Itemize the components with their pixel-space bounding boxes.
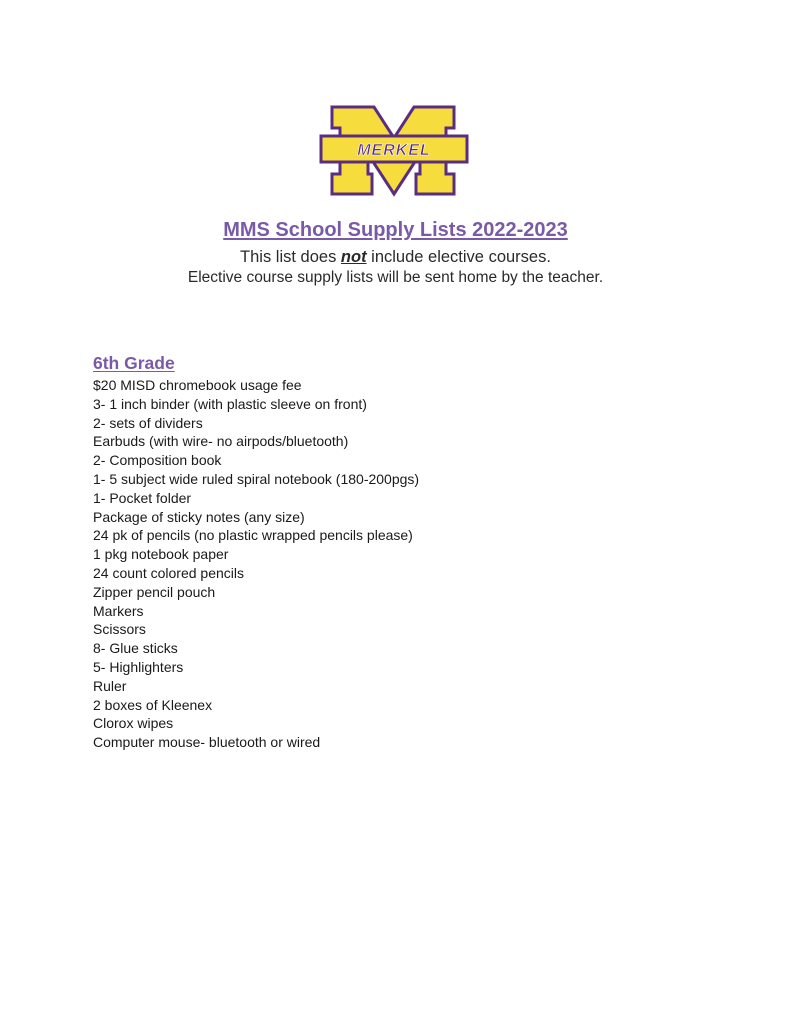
- subtitle-before: This list does: [240, 248, 341, 266]
- list-item: 2- Composition book: [93, 452, 222, 469]
- list-item: 8- Glue sticks: [93, 640, 178, 657]
- list-item: 24 count colored pencils: [93, 564, 244, 581]
- page-header: [0, 216, 791, 288]
- list-item: 3- 1 inch binder (with plastic sleeve on front): [93, 395, 367, 412]
- list-item: Computer mouse- bluetooth or wired: [93, 734, 321, 751]
- subtitle: [0, 246, 791, 268]
- page-title: MMS School Supply Lists 2022-2023: [223, 219, 568, 241]
- list-item: 2 boxes of Kleenex: [93, 696, 213, 713]
- list-item: Scissors: [93, 621, 146, 638]
- list-item: 1- 5 subject wide ruled spiral notebook (180-200pgs): [93, 470, 420, 487]
- list-item: Zipper pencil pouch: [93, 583, 216, 600]
- list-item: Ruler: [93, 677, 127, 694]
- list-item: Markers: [93, 602, 144, 619]
- merkel-logo: [318, 104, 470, 198]
- list-item: $20 MISD chromebook usage fee: [93, 377, 302, 393]
- logo-wordmark: MERKEL: [357, 142, 431, 159]
- list-item: 5- Highlighters: [93, 658, 184, 675]
- section-title: 6th Grade: [93, 353, 175, 373]
- list-item: Clorox wipes: [93, 715, 174, 732]
- elective-note: Elective course supply lists will be sent home by the teacher.: [187, 269, 604, 286]
- list-item: Earbuds (with wire- no airpods/bluetooth): [93, 433, 349, 450]
- list-item: 2- sets of dividers: [93, 414, 203, 431]
- list-item: Package of sticky notes (any size): [93, 508, 305, 525]
- list-item: 24 pk of pencils (no plastic wrapped pencils please): [93, 527, 413, 544]
- grade-section: [93, 352, 419, 752]
- supply-list: [93, 376, 419, 752]
- subtitle-emphasis: not: [340, 248, 367, 266]
- subtitle-after: include elective courses.: [366, 248, 551, 266]
- list-item: 1- Pocket folder: [93, 489, 192, 506]
- list-item: 1 pkg notebook paper: [93, 546, 229, 563]
